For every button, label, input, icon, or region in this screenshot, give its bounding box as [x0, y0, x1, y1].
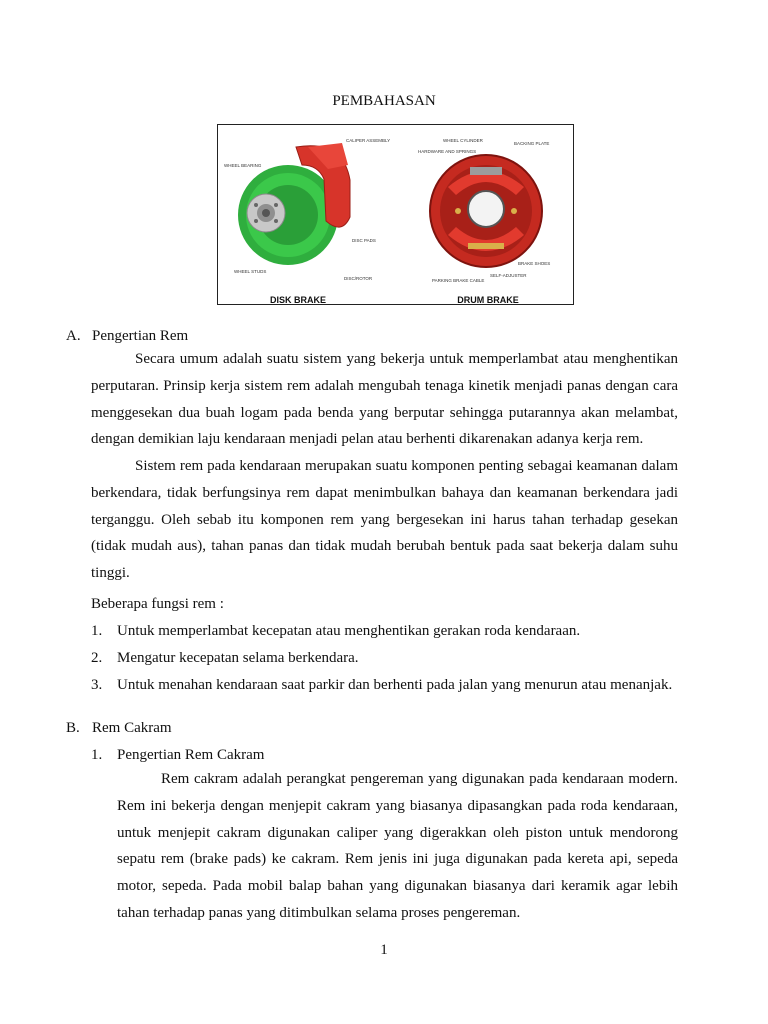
subsection-number: 1. [91, 747, 103, 763]
drum-label-2: BACKING PLATE [514, 141, 550, 146]
drum-label-6: PARKING BRAKE CABLE [432, 278, 485, 283]
section-a-marker: A. [66, 328, 81, 344]
list-item-text: Mengatur kecepatan selama berkendara. [117, 650, 359, 666]
list-item [91, 675, 672, 695]
section-b-heading [66, 718, 172, 738]
disk-label-1: CALIPER ASSEMBLY [346, 138, 391, 143]
section-a-paragraph-2: Sistem rem pada kendaraan merupakan suatu komponen penting sebagai keamanan dalam berkendara, tidak berfungsinya rem dapat menimbulkan bahaya dan keamanan berkendara jadi terganggu. Oleh sebab itu komponen rem yang bergesekan ini harus tahan terhadap gesekan (tidak mudah aus), tahan panas dan tidak mudah berubah bentuk pada saat bekerja dalam suhu tinggi. [91, 458, 678, 582]
disk-label-5: DISC/ROTOR [344, 276, 373, 281]
section-a-heading [66, 326, 188, 346]
brake-figure [217, 124, 574, 305]
list-item-text: Untuk menahan kendaraan saat parkir dan berhenti pada jalan yang menurun atau menanjak. [117, 677, 673, 693]
list-item-number: 2. [91, 650, 103, 666]
section-b-title: Rem Cakram [92, 720, 172, 736]
list-item [91, 621, 580, 641]
disk-label-2: WHEEL BEARING [224, 163, 262, 168]
list-item-text: Untuk memperlambat kecepatan atau menghentikan gerakan roda kendaraan. [117, 623, 581, 639]
drum-brake-caption: DRUM BRAKE [457, 295, 519, 304]
drum-label-4: BRAKE SHOES [518, 261, 551, 266]
section-a-paragraph-1: Secara umum adalah suatu sistem yang bekerja untuk memperlambat atau menghentikan perputaran. Prinsip kerja sistem rem adalah mengubah tenaga kinetik menjadi panas dengan cara menggesekan dua buah logam pada benda yang berputar sehingga putarannya akan melambat, dengan demikian laju kendaraan menjadi pelan atau berhenti dikarenakan adanya kerja rem. [91, 351, 678, 448]
section-a-title: Pengertian Rem [92, 328, 189, 344]
disk-brake-illustration [238, 143, 350, 265]
drum-label-5: SELF-ADJUSTER [490, 273, 527, 278]
page-number: 1 [380, 942, 388, 958]
drum-label-3: HARDWARE AND SPRINGS [418, 149, 477, 154]
disk-label-3: DISC PADS [352, 238, 376, 243]
list-intro: Beberapa fungsi rem : [91, 596, 224, 612]
list-item-number: 3. [91, 677, 103, 693]
subsection-heading [91, 745, 264, 765]
section-b-paragraph-1: Rem cakram adalah perangkat pengereman yang digunakan pada kendaraan modern. Rem ini bekerja dengan menjepit cakram yang biasanya dipasangkan pada roda kendaraan, untuk menjepit cakram digunakan caliper yang digerakkan oleh piston untuk mendorong sepatu rem (brake pads) ke cakram. Rem jenis ini juga digunakan pada kereta api, sepeda motor, sepeda. Pada mobil balap bahan yang digunakan biasanya dari keramik agar lebih tahan terhadap panas yang ditimbulkan selama proses pengereman. [117, 771, 678, 921]
drum-label-1: WHEEL CYLINDER [443, 138, 483, 143]
subsection-title: Pengertian Rem Cakram [117, 747, 265, 763]
brake-illustration [218, 125, 573, 304]
drum-brake-illustration [430, 155, 542, 267]
list-item [91, 648, 359, 668]
disk-brake-caption: DISK BRAKE [269, 295, 327, 304]
section-b-marker: B. [66, 720, 80, 736]
list-item-number: 1. [91, 623, 103, 639]
disk-label-4: WHEEL STUDS [234, 269, 267, 274]
document-title: PEMBAHASAN [332, 93, 436, 109]
